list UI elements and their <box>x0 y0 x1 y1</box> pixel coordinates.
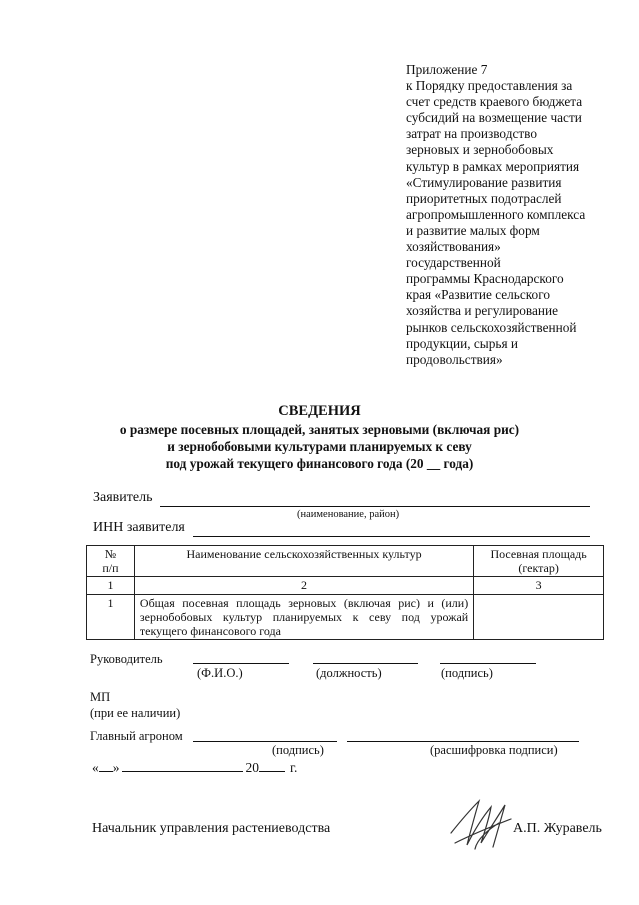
date-month-field[interactable] <box>122 771 243 772</box>
row-area-cell[interactable] <box>474 595 604 640</box>
document-title <box>0 402 639 472</box>
agronomist-label: Главный агроном <box>90 729 183 743</box>
table-header-row <box>87 546 604 577</box>
inn-label: ИНН заявителя <box>93 520 185 535</box>
appendix-line: программы Краснодарского <box>406 271 564 287</box>
director-signature-hint: (подпись) <box>441 666 493 680</box>
director-name-field[interactable] <box>193 663 289 664</box>
title-main: СВЕДЕНИЯ <box>278 403 361 419</box>
date-day-field[interactable] <box>99 771 113 772</box>
director-label: Руководитель <box>90 652 163 666</box>
agronomist-name-field[interactable] <box>347 741 579 742</box>
appendix-line: продукции, сырья и <box>406 335 519 351</box>
header-num: № п/п <box>87 546 135 577</box>
director-signature-field[interactable] <box>440 663 536 664</box>
appendix-line: субсидий на возмещение части <box>406 110 582 126</box>
date-year-field[interactable] <box>259 771 285 772</box>
appendix-line: зерновых и зернобобовых <box>406 142 554 158</box>
stamp-label: МП <box>90 690 111 704</box>
crops-table <box>86 545 604 640</box>
director-position-hint: (должность) <box>316 666 382 680</box>
appendix-line: приоритетных подотраслей <box>406 190 562 206</box>
inn-field[interactable] <box>193 536 590 537</box>
appendix-line: и развитие малых форм <box>406 222 540 238</box>
header-crop-name: Наименование сельскохозяйственных культур <box>134 546 473 577</box>
table-row <box>87 595 604 640</box>
date-close-quote: » <box>112 760 120 775</box>
appendix-line: продовольствия» <box>406 351 503 367</box>
header-area: Посевная площадь (гектар) <box>474 546 604 577</box>
numbering-cell: 3 <box>474 577 604 595</box>
footer-name: А.П. Журавель <box>513 821 602 836</box>
appendix-line: хозяйствования» <box>406 239 501 255</box>
appendix-line: края «Развитие сельского <box>406 287 550 303</box>
applicant-label: Заявитель <box>93 490 153 505</box>
appendix-line: культур в рамках мероприятия <box>406 158 580 174</box>
director-name-hint: (Ф.И.О.) <box>197 666 243 680</box>
appendix-line: счет средств краевого бюджета <box>406 94 583 110</box>
title-line: о размере посевных площадей, занятых зерновыми (включая рис) <box>119 422 520 437</box>
title-line: и зернобобовыми культурами планируемых к севу <box>167 439 472 454</box>
row-num: 1 <box>87 595 135 640</box>
stamp-hint: (при ее наличии) <box>90 706 181 720</box>
appendix-line: государственной <box>406 255 501 271</box>
row-crop-name: Общая посевная площадь зерновых (включая рис) и (или) зернобобовых культур планируемых к севу под урожай текущего финансового года <box>134 595 473 640</box>
date-year-suffix: г. <box>290 760 298 775</box>
appendix-line: Приложение 7 <box>406 62 488 77</box>
appendix-block <box>406 62 621 368</box>
appendix-line: затрат на производство <box>406 126 538 142</box>
table-numbering-row <box>87 577 604 595</box>
agronomist-signature-hint: (подпись) <box>272 743 324 757</box>
appendix-line: агропромышленного комплекса <box>406 206 586 222</box>
appendix-line: к Порядку предоставления за <box>406 78 573 94</box>
applicant-field[interactable] <box>160 506 590 507</box>
appendix-line: рынков сельскохозяйственной <box>406 319 577 335</box>
date-year-prefix: 20 <box>245 760 259 775</box>
appendix-line: «Стимулирование развития <box>406 174 562 190</box>
date-open-quote: « <box>92 760 99 775</box>
director-position-field[interactable] <box>313 663 418 664</box>
title-line: под урожай текущего финансового года (20 __ года) <box>165 456 474 471</box>
footer-position: Начальник управления растениеводства <box>92 821 331 836</box>
applicant-hint: (наименование, район) <box>297 509 400 520</box>
agronomist-name-hint: (расшифровка подписи) <box>430 743 558 757</box>
numbering-cell: 1 <box>87 577 135 595</box>
appendix-line: хозяйства и регулирование <box>406 303 559 319</box>
numbering-cell: 2 <box>134 577 473 595</box>
agronomist-signature-field[interactable] <box>193 741 337 742</box>
date-row <box>92 760 297 776</box>
